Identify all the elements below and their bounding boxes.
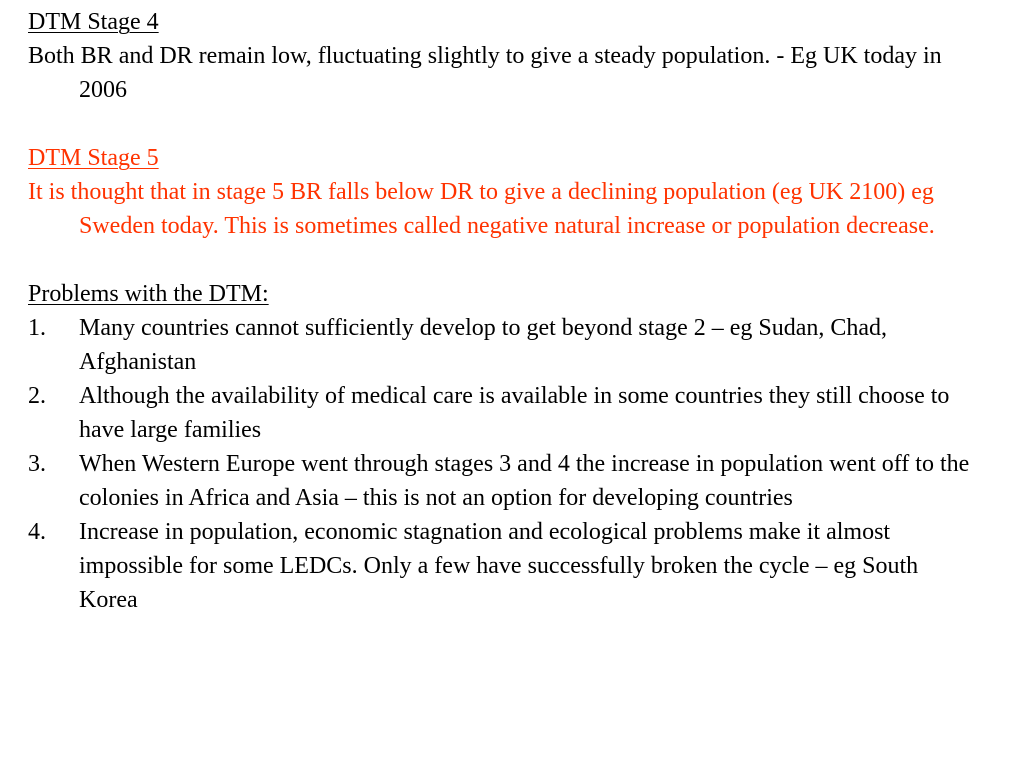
- stage5-heading: DTM Stage 5: [28, 145, 159, 171]
- list-item: [28, 515, 973, 617]
- stage4-section: [28, 5, 973, 107]
- spacer: [28, 243, 973, 277]
- stage5-text: It is thought that in stage 5 BR falls below DR to give a declining population (eg UK 2100) eg Sweden today. This is sometimes called negative natural increase or population decrease.: [28, 179, 935, 239]
- list-item-text: Many countries cannot sufficiently develop to get beyond stage 2 – eg Sudan, Chad, Afghanistan: [79, 315, 888, 375]
- list-item-text: Although the availability of medical care is available in some countries they still choose to have large families: [79, 383, 950, 443]
- problems-list: [28, 311, 973, 617]
- list-item-number: 4.: [28, 519, 46, 545]
- list-item-text: When Western Europe went through stages 3 and 4 the increase in population went off to the colonies in Africa and Asia – this is not an option for developing countries: [79, 451, 970, 511]
- problems-section: [28, 277, 973, 617]
- spacer: [28, 107, 973, 141]
- stage5-section: [28, 141, 973, 243]
- list-item-text: Increase in population, economic stagnation and ecological problems make it almost impossible for some LEDCs. Only a few have successfully broken the cycle – eg South Korea: [79, 519, 919, 613]
- list-item: [28, 379, 973, 447]
- list-item-number: 3.: [28, 451, 46, 477]
- slide-content: [28, 5, 973, 617]
- stage4-text: Both BR and DR remain low, fluctuating slightly to give a steady population. - Eg UK today in 2006: [28, 43, 942, 103]
- list-item-number: 2.: [28, 383, 46, 409]
- list-item: [28, 311, 973, 379]
- problems-heading: Problems with the DTM:: [28, 281, 269, 307]
- list-item-number: 1.: [28, 315, 46, 341]
- list-item: [28, 447, 973, 515]
- stage4-heading: DTM Stage 4: [28, 9, 159, 35]
